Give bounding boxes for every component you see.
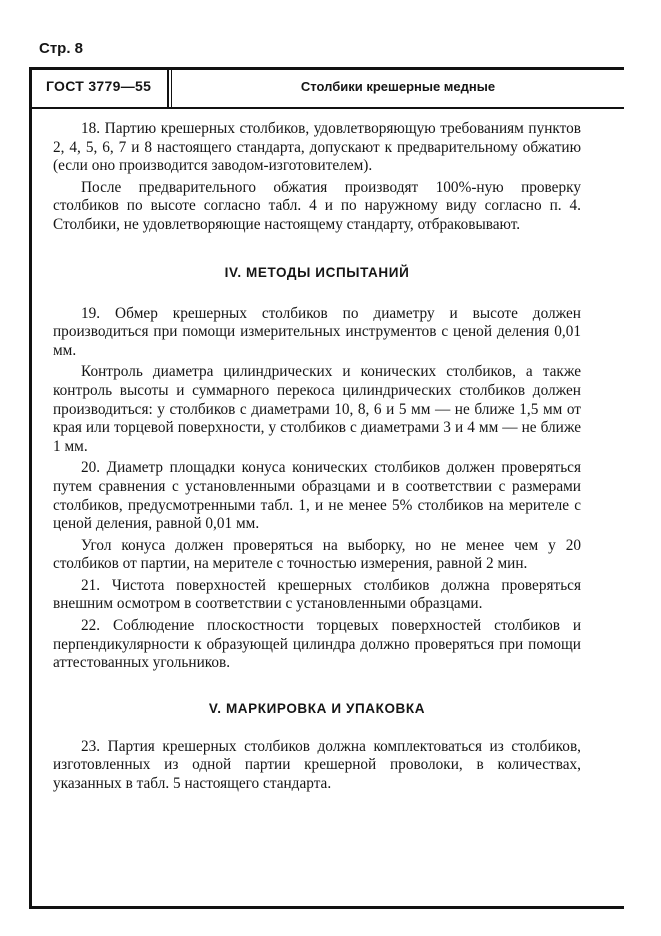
paragraph-19: 19. Обмер крешерных столбиков по диаметру и высоте должен производиться при помощи измерительных инструментов с ценой деления 0,01 мм. [53,304,581,359]
paragraph-20-continued: Угол конуса должен проверяться на выборку, но не менее чем у 20 столбиков от партии, на мерителе с точностью измерения, равной 2 мин. [53,536,581,573]
document-title: Столбики крешерные медные [300,79,496,94]
page-number: Стр. 8 [39,40,84,57]
paragraph-19-continued: Контроль диаметра цилиндрических и конических столбиков, а также контроль высоты и суммарного перекоса цилиндрических столбиков должен производиться: у столбиков с диаметрами 10, 8, 6 и 5 мм — не ближе 1,5 мм от края или торцевой поверхности, у столбиков с диаметрами 3 и 4 мм — не ближе 1 мм. [53,363,581,455]
header-vertical-divider [167,70,169,107]
paragraph-18-continued: После предварительного обжатия производят 100%-ную проверку столбиков по высоте согласно табл. 4 и по наружному виду согласно п. 4. Столбики, не удовлетворяющие настоящему стандарту, отбраковывают. [53,178,581,233]
frame-left-border [29,67,32,909]
frame-top-border [29,67,624,70]
paragraph-21: 21. Чистота поверхностей крешерных столбиков должна проверяться внешним осмотром в соответствии с установленными образцами. [53,576,581,613]
document-body [53,120,581,797]
paragraph-22: 22. Соблюдение плоскостности торцевых поверхностей столбиков и перпендикулярности к образующей цилиндра должно проверяться при помощи аттестованных угольников. [53,617,581,672]
standard-code: ГОСТ 3779—55 [46,78,152,94]
section-heading-iv: IV. МЕТОДЫ ИСПЫТАНИЙ [224,264,410,280]
header-divider [32,107,624,109]
frame-bottom-border [29,906,624,909]
paragraph-18: 18. Партию крешерных столбиков, удовлетворяющую требованиям пунктов 2, 4, 5, 6, 7 и 8 настоящего стандарта, допускают к предварительному обжатию (если оно производится заводом-изготовителем). [53,120,581,175]
paragraph-23: 23. Партия крешерных столбиков должна комплектоваться из столбиков, изготовленных из одной партии крешерной проволоки, в количествах, указанных в табл. 5 настоящего стандарта. [53,737,581,793]
paragraph-20: 20. Диаметр площадки конуса конических столбиков должен проверяться путем сравнения с установленными образцами и в соответствии с размерами столбиков, предусмотренными табл. 1, и не менее 5% столбиков на мерителе с ценой деления, равной 0,01 мм. [53,459,581,533]
section-heading-v: V. МАРКИРОВКА И УПАКОВКА [208,700,426,716]
